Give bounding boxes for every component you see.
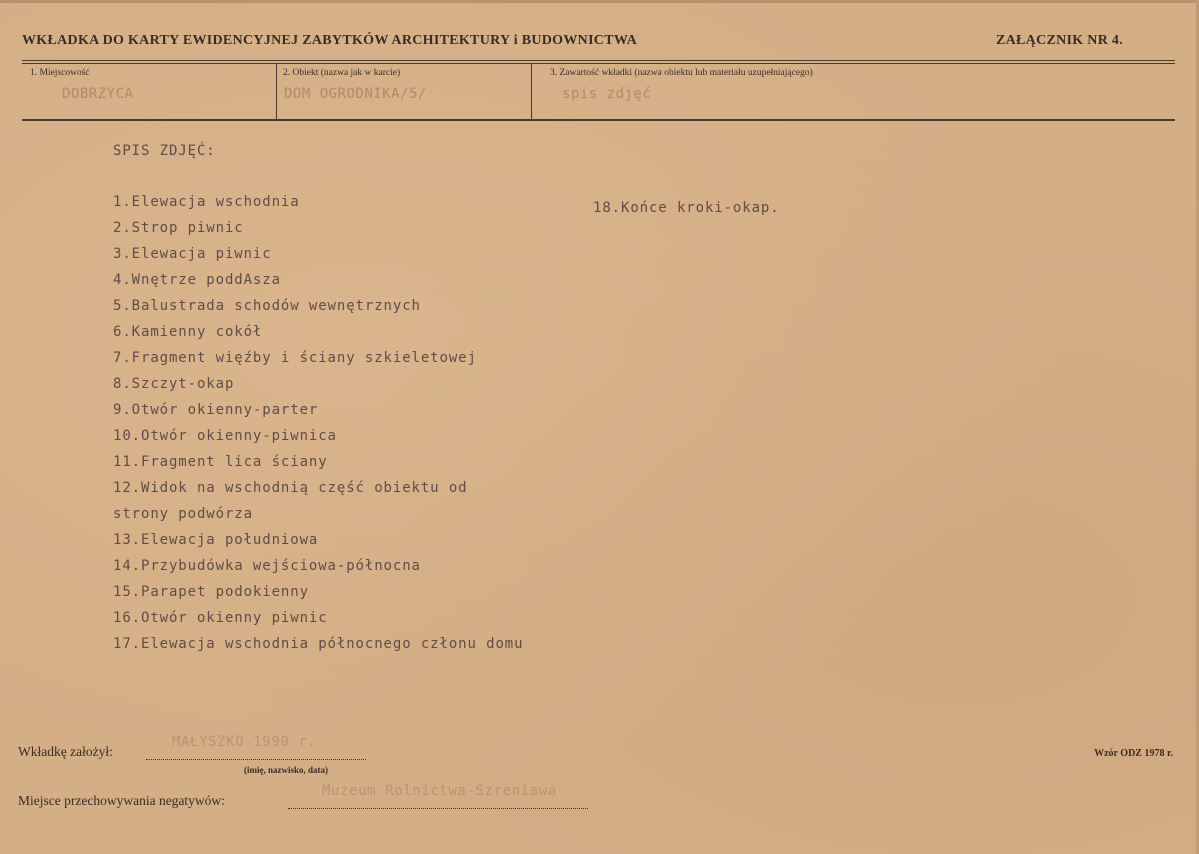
- created-by-caption: (imię, nazwisko, data): [244, 765, 328, 775]
- list-item: 7.Fragment więźby i ściany szkieletowej: [113, 350, 477, 366]
- negatives-value: Muzeum Rolnictwa-Szreniawa: [322, 783, 557, 799]
- list-item: 15.Parapet podokienny: [113, 584, 309, 600]
- field-divider-1: [276, 64, 277, 119]
- object-label: 2. Obiekt (nazwa jak w karcie): [283, 68, 401, 78]
- content-value: spis zdjęć: [562, 86, 652, 102]
- list-item: 16.Otwór okienny piwnic: [113, 610, 328, 626]
- list-item: 4.Wnętrze poddAsza: [113, 272, 281, 288]
- negatives-label: Miejsce przechowywania negatywów:: [18, 793, 225, 808]
- negatives-line: [288, 808, 588, 809]
- list-item-18: 18.Końce kroki-okap.: [593, 200, 780, 216]
- content-label: 3. Zawartość wkładki (nazwa obiektu lub materiału uzupełniającego): [550, 68, 813, 78]
- header-rule: [22, 60, 1175, 64]
- annex-number: ZAŁĄCZNIK NR 4.: [996, 33, 1124, 48]
- list-item: 10.Otwór okienny-piwnica: [113, 428, 337, 444]
- list-item: 6.Kamienny cokół: [113, 324, 263, 340]
- card-title: WKŁADKA DO KARTY EWIDENCYJNEJ ZABYTKÓW ARCHITEKTURY i BUDOWNICTWA: [22, 33, 638, 48]
- list-item: 3.Elewacja piwnic: [113, 246, 272, 262]
- list-item: 11.Fragment lica ściany: [113, 454, 328, 470]
- object-value: DOM OGRODNIKA/5/: [284, 86, 427, 102]
- list-item: strony podwórza: [113, 506, 253, 522]
- list-item: 17.Elewacja wschodnia północnego członu domu: [113, 636, 524, 652]
- locality-label: 1. Miejscowość: [30, 68, 90, 78]
- list-item: 5.Balustrada schodów wewnętrznych: [113, 298, 421, 314]
- created-by-line: [146, 759, 366, 760]
- locality-value: DOBRZYCA: [62, 86, 134, 102]
- created-by-label: Wkładkę założył:: [18, 744, 113, 759]
- card-top-edge: [0, 0, 1199, 3]
- created-by-value: MAŁYSZKO 1990 r.: [172, 734, 317, 750]
- photo-list: [113, 192, 523, 660]
- list-item: 1.Elewacja wschodnia: [113, 194, 300, 210]
- field-divider-2: [531, 64, 532, 119]
- form-pattern-code: Wzór ODZ 1978 r.: [1094, 748, 1173, 759]
- list-item: 14.Przybudówka wejściowa-północna: [113, 558, 421, 574]
- photo-list-heading: SPIS ZDJĘĆ:: [113, 143, 216, 159]
- list-item: 8.Szczyt-okap: [113, 376, 235, 392]
- list-item: 12.Widok na wschodnią część obiektu od: [113, 480, 468, 496]
- list-item: 13.Elewacja południowa: [113, 532, 319, 548]
- list-item: 9.Otwór okienny-parter: [113, 402, 319, 418]
- fields-rule: [22, 119, 1175, 121]
- list-item: 2.Strop piwnic: [113, 220, 244, 236]
